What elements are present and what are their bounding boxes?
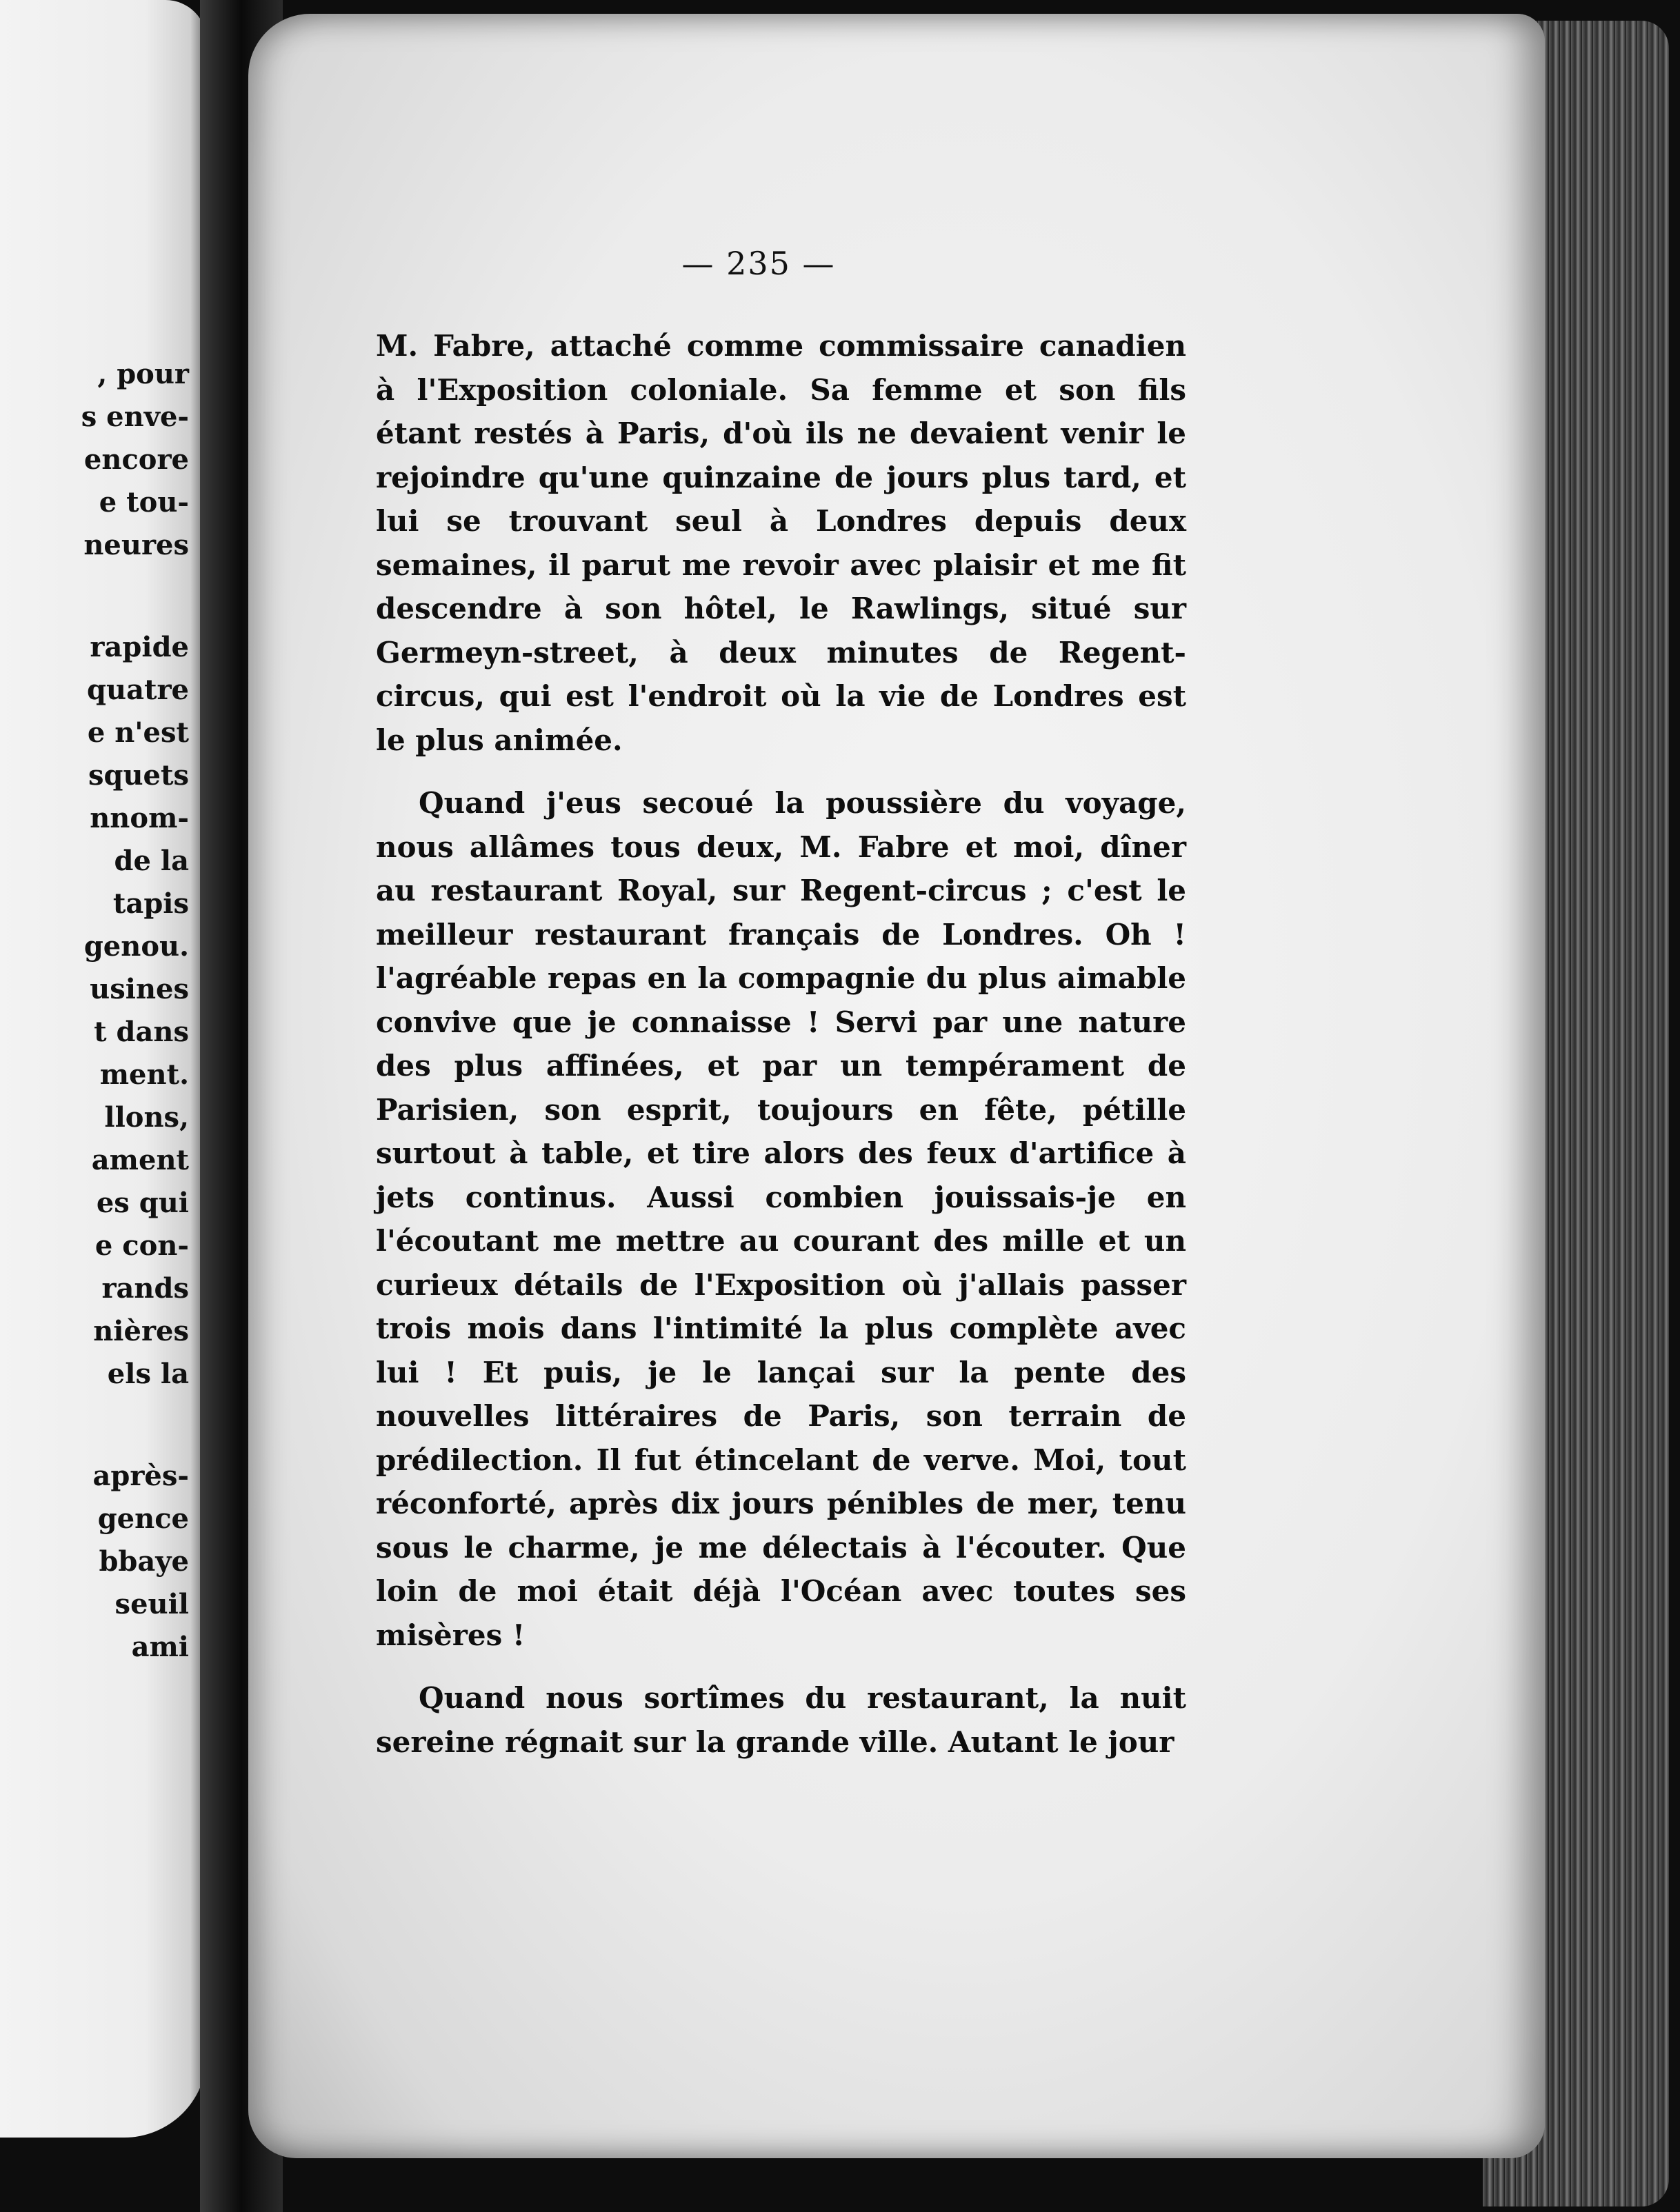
left-page xyxy=(0,0,207,2138)
left-fragment-gap xyxy=(81,567,189,626)
left-fragment: rapide xyxy=(90,631,189,663)
body-text xyxy=(376,324,1186,1764)
left-fragment: els la xyxy=(107,1358,189,1390)
left-page-text-fragments xyxy=(81,353,189,1669)
left-fragment: neures xyxy=(83,529,189,561)
left-fragment: genou. xyxy=(83,930,189,963)
left-fragment: bbaye xyxy=(99,1545,189,1578)
left-fragment: gence xyxy=(97,1502,189,1535)
left-fragment: es qui xyxy=(96,1187,189,1219)
left-fragment: ament xyxy=(91,1144,189,1176)
left-fragment: ment. xyxy=(99,1058,189,1091)
paragraph: Quand j'eus secoué la poussière du voyage, nous allâmes tous deux, M. Fabre et moi, dîner au restaurant Royal, sur Regent-circus ; c'est le meilleur restaurant français de Londres. Oh ! l'agréable repas en la compagnie du plus aimable convive que je connaisse ! Servi par une nature des plus affinées, et par un tempérament de Parisien, son esprit, toujours en fête, pétille surtout à table, et tire alors des feux d'artifice à jets continus. Aussi combien jouissais-je en l'écoutant me mettre au courant des mille et un curieux détails de l'Exposition où j'allais passer trois mois dans l'intimité la plus complète avec lui ! Et puis, je le lançai sur la pente des nouvelles littéraires de Paris, son terrain de prédilection. Il fut étincelant de verve. Moi, tout réconforté, après dix jours pénibles de mer, tenu sous le charme, je me délectais à l'écouter. Que loin de moi était déjà l'Océan avec toutes ses misères ! xyxy=(376,786,1186,1652)
page-number: — 235 — xyxy=(681,245,836,282)
left-fragment: nières xyxy=(93,1315,189,1347)
left-fragment: nnom- xyxy=(90,802,189,834)
left-fragment: e n'est xyxy=(87,716,189,749)
left-fragment: e con- xyxy=(94,1229,189,1262)
left-fragment: encore xyxy=(83,443,189,476)
left-fragment-gap xyxy=(81,1396,189,1455)
left-fragment: t dans xyxy=(94,1016,189,1048)
left-fragment: usines xyxy=(90,973,189,1005)
paragraph: Quand nous sortîmes du restaurant, la nuit sereine régnait sur la grande ville. Autant le jour xyxy=(376,1681,1186,1759)
left-fragment: quatre xyxy=(87,674,189,706)
left-fragment: , pour xyxy=(97,358,189,390)
left-fragment: squets xyxy=(88,759,189,792)
left-fragment: s enve- xyxy=(81,401,189,433)
left-fragment: après- xyxy=(92,1460,189,1492)
left-fragment: tapis xyxy=(112,887,189,920)
left-fragment: de la xyxy=(114,845,189,877)
paragraph: M. Fabre, attaché comme commissaire canadien à l'Exposition coloniale. Sa femme et son fils étant restés à Paris, d'où ils ne devaient venir le rejoindre qu'une quinzaine de jours plus tard, et lui se trouvant seul à Londres depuis deux semaines, il parut me revoir avec plaisir et me fit descendre à son hôtel, le Rawlings, situé sur Germeyn-street, à deux minutes de Regent-circus, qui est l'endroit où la vie de Londres est le plus animée. xyxy=(376,329,1186,757)
left-fragment: rands xyxy=(101,1272,189,1305)
left-fragment: ami xyxy=(131,1631,189,1663)
left-fragment: seuil xyxy=(114,1588,189,1620)
left-fragment: llons, xyxy=(104,1101,189,1134)
left-fragment: e tou- xyxy=(99,486,189,519)
